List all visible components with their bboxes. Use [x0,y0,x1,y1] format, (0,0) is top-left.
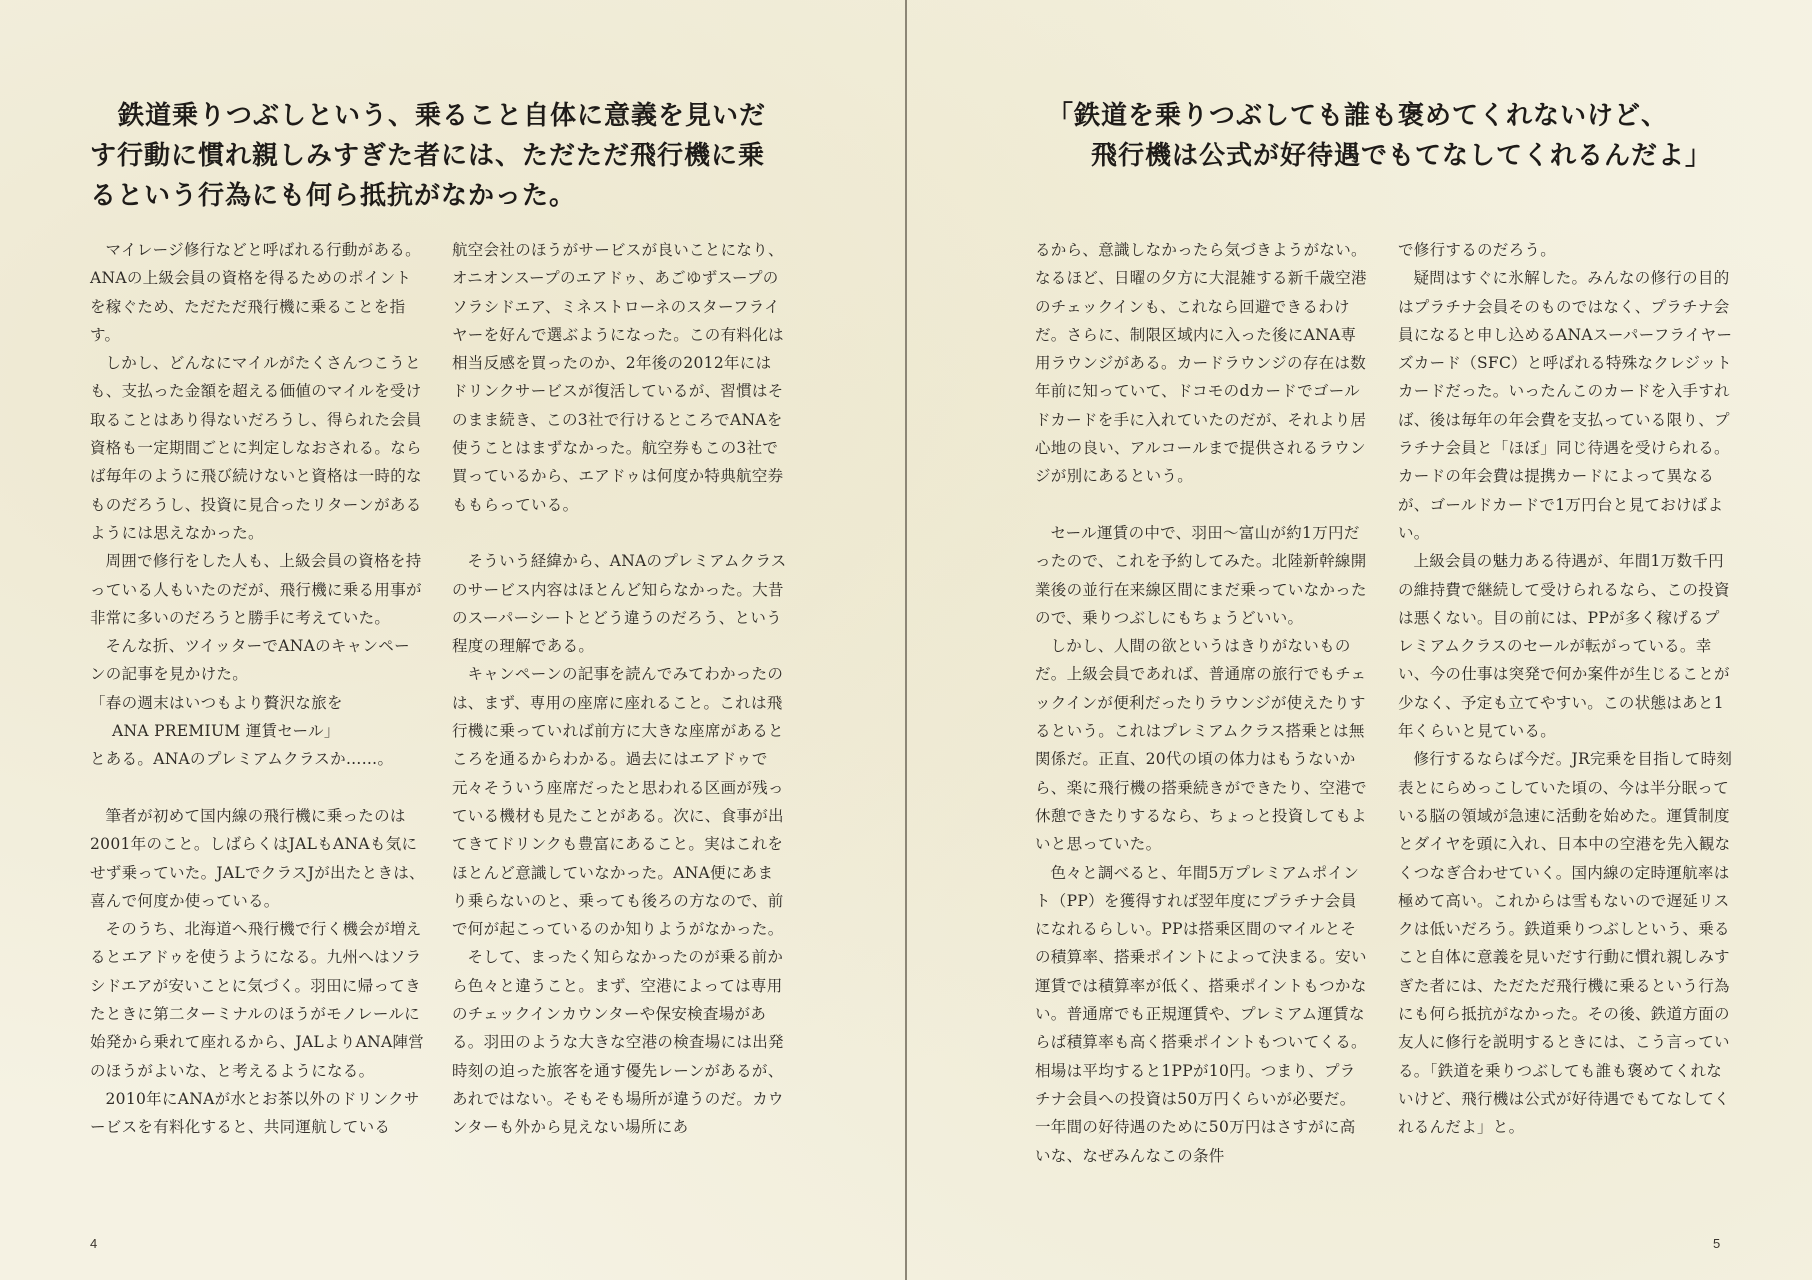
paragraph: そんな折、ツイッターでANAのキャンペーンの記事を見かけた。 [90,637,410,684]
paragraph: で修行するのだろう。 [1398,241,1557,259]
paragraph: セール運賃の中で、羽田〜富山が約1万円だったので、これを予約してみた。北陸新幹線開業後の並行在来線区間にまだ乗っていなかったので、乗りつぶしにもちょうどいい。 [1035,523,1367,627]
left-page [0,0,905,1280]
paragraph: るから、意識しなかったら気づきようがない。なるほど、日曜の夕方に大混雑する新千歳空港のチェックインも、これなら回避できるわけだ。さらに、制限区域内に入った後にANA専用ラウンジがある。カードラウンジの存在は数年前に知っていて、ドコモのdカードでゴールドカードを手に入れていたのだが、それより居心地の良い、アルコールまで提供されるラウンジが別にあるという。 [1035,241,1367,486]
right-headline [1047,96,1737,176]
right-headline-line-2: 飛行機は公式が好待遇でもてなしてくれるんだよ」 [1091,141,1713,171]
paragraph: 筆者が初めて国内線の飛行機に乗ったのは2001年のこと。しばらくはJALもANAも気にせず乗っていた。JALでクラスJが出たときは、喜んで何度か使っている。 [90,806,425,910]
paragraph: そういう経緯から、ANAのプレミアムクラスのサービス内容はほとんど知らなかった。大昔のスーパーシートとどう違うのだろう、という程度の理解である。 [452,552,787,656]
paragraph: 修行するならば今だ。JR完乗を目指して時刻表とにらめっこしていた頃の、今は半分眠っている脳の領域が急速に活動を始めた。運賃制度とダイヤを頭に入れ、日本中の空港を先入観なくつなぎ合わせていく。国内線の定時運航率は極めて高い。これからは雪もないので遅延リスクは低いだろう。鉄道乗りつぶしという、乗ること自体に意義を見いだす行動に慣れ親しみすぎた者には、ただただ飛行機に乗るという行為にも何ら抵抗がなかった。その後、鉄道方面の友人に修行を説明するときには、こう言っている。「鉄道を乗りつぶしても誰も褒めてくれないけど、飛行機は公式が好待遇でもてなしてくれるんだよ」と。 [1398,750,1733,1137]
right-headline-line-1: 「鉄道を乗りつぶしても誰も褒めてくれないけど、 [1047,101,1669,131]
paragraph: そして、まったく知らなかったのが乗る前から色々と違うこと。まず、空港によっては専用のチェックインカウンターや保安検査場がある。羽田のような大きな空港の検査場には出発時刻の迫った旅客を通す優先レーンがあるが、あれではない。そもそも場所が違うのだ。カウンターも外から見えない場所にあ [452,948,784,1137]
paragraph: しかし、どんなにマイルがたくさんつこうとも、支払った金額を超える価値のマイルを受け取ることはあり得ないだろうし、得られた会員資格も一定期間ごとに判定しなおされる。ならば毎年のように飛び続けないと資格は一時的なものだろうし、投資に見合ったリターンがあるようには思えなかった。 [90,354,422,542]
left-column-1 [90,236,425,1142]
right-column-2 [1398,236,1733,1142]
paragraph: しかし、人間の欲というはきりがないものだ。上級会員であれば、普通席の旅行でもチェックインが便利だったりラウンジが使えたりするという。これはプレミアムクラス搭乗とは無関係だ。正直、20代の頃の体力はもうないから、楽に飛行機の搭乗続きができたり、空港で休憩できたりするなら、ちょっと投資してもよいと思っていた。 [1035,637,1367,854]
page-number-right: 5 [1713,1236,1721,1251]
paragraph-spacer [452,519,787,547]
paragraph: 航空会社のほうがサービスが良いことになり、オニオンスープのエアドゥ、あごゆずスープのソラシドエア、ミネストローネのスターフライヤーを好んで選ぶようになった。この有料化は相当反感を買ったのか、2年後の2012年にはドリンクサービスが復活しているが、習慣はそのまま続き、この3社で行けるところでANAを使うことはまずなかった。航空券もこの3社で買っているから、エアドゥは何度か特典航空券ももらっている。 [452,241,784,514]
left-headline: 鉄道乗りつぶしという、乗ること自体に意義を見いだす行動に慣れ親しみすぎた者には、ただただ飛行機に乗るという行為にも何ら抵抗がなかった。 [90,101,767,211]
right-column-1 [1035,236,1370,1170]
paragraph: 周囲で修行をした人も、上級会員の資格を持っている人もいたのだが、飛行機に乗る用事が非常に多いのだろうと勝手に考えていた。 [90,552,422,627]
left-column-2 [452,236,787,1142]
paragraph: 上級会員の魅力ある待遇が、年間1万数千円の維持費で継続して受けられるなら、この投資は悪くない。目の前には、PPが多く稼げるプレミアムクラスのセールが転がっている。幸い、今の仕事は突発で何か案件が生じることが少なく、予定も立てやすい。この状態はあと1年くらいと見ている。 [1398,552,1730,741]
campaign-quote-line-1: 「春の週末はいつもより贅沢な旅を [90,693,343,712]
right-page [907,0,1812,1280]
paragraph-spacer [90,774,425,802]
paragraph: そのうち、北海道へ飛行機で行く機会が増えるとエアドゥを使うようになる。九州へはソラシドエアが安いことに気づく。羽田に帰ってきたときに第二ターミナルのほうがモノレールに始発から乗れて座れるから、JALよりANA陣営のほうがよいな、と考えるようになる。 [90,920,425,1080]
campaign-quote-line-2: ANA PREMIUM 運賃セール」 [112,722,340,741]
paragraph: 2010年にANAが水とお茶以外のドリンクサービスを有料化すると、共同運航している [90,1089,420,1137]
paragraph: 色々と調べると、年間5万プレミアムポイント（PP）を獲得すれば翌年度にプラチナ会員になれるらしい。PPは搭乗区間のマイルとその積算率、搭乗ポイントによって決まる。安い運賃では積算率が低く、搭乗ポイントもつかない。普通席でも正規運賃や、プレミアム運賃ならば積算率も高く搭乗ポイントもついてくる。相場は平均すると1PPが10円。つまり、プラチナ会員への投資は50万円くらいが必要だ。一年間の好待遇のために50万円はさすがに高いな、なぜみんなこの条件 [1035,863,1367,1165]
paragraph: 疑問はすぐに氷解した。みんなの修行の目的はプラチナ会員そのものではなく、プラチナ会員になると申し込めるANAスーパーフライヤーズカード（SFC）と呼ばれる特殊なクレジットカードだった。いったんこのカードを入手すれば、後は毎年の年会費を支払っている限り、プラチナ会員と「ほぼ」同じ待遇を受けられる。カードの年会費は提携カードによって異なるが、ゴールドカードで1万円台と見ておけばよい。 [1398,269,1733,542]
paragraph: とある。ANAのプレミアムクラスか……。 [90,750,394,769]
paragraph-spacer [1035,491,1370,519]
paragraph: マイレージ修行などと呼ばれる行動がある。ANAの上級会員の資格を得るためのポイントを稼ぐため、ただただ飛行機に乗ることを指す。 [90,241,421,344]
page-number-left: 4 [90,1236,98,1251]
paragraph: キャンペーンの記事を読んでみてわかったのは、まず、専用の座席に座れること。これは飛行機に乗っていれば前方に大きな座席があるところを通るからわかる。過去にはエアドゥで元々そういう座席だったと思われる区画が残っている機材も見たことがある。次に、食事が出てきてドリンクも豊富にあること。実はこれをほとんど意識していなかった。ANA便にあまり乗らないのと、乗っても後ろの方なので、前で何が起こっているのか知りようがなかった。 [452,665,784,939]
